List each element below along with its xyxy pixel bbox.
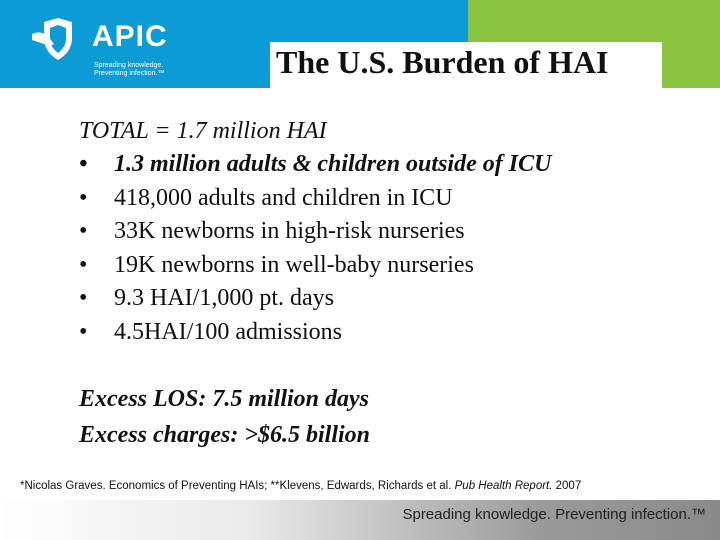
footnote-journal: Pub Health Report. [454,480,553,492]
bullet-text: 33K newborns in high-risk nurseries [114,218,465,245]
bullet-marker: • [79,251,88,278]
bullet-item [79,282,679,316]
apic-logo [30,14,220,84]
footer-slogan: Spreading knowledge. Preventing infection.™ [402,506,706,523]
bullet-text: 19K newborns in well-baby nurseries [114,251,474,278]
bullet-item [79,215,679,249]
bullet-marker: • [79,318,88,345]
bullet-text: 1.3 million adults & children outside of ICU [114,151,552,177]
excess-los: Excess LOS: 7.5 million days [79,386,370,412]
bullet-item [79,148,679,182]
bullet-item [79,182,679,216]
bullet-marker: • [79,184,88,211]
footnote-year: 2007 [552,480,582,492]
logo-tagline [94,62,164,78]
bullet-text: 418,000 adults and children in ICU [114,184,453,211]
shield-hand-icon [30,14,86,64]
logo-wordmark: APIC [92,20,168,53]
content-block [79,114,679,350]
bullet-text: 4.5HAI/100 admissions [114,318,342,345]
excess-charges: Excess charges: >$6.5 billion [79,422,371,448]
bullet-marker: • [79,285,88,312]
logo-tagline-line-2: Preventing infection.™ [94,70,165,77]
bullet-item [79,316,679,350]
bullet-text: 9.3 HAI/1,000 pt. days [114,285,334,312]
excess-block [79,381,370,453]
bullet-marker: • [79,218,88,245]
bullet-item [79,249,679,283]
slide-title: The U.S. Burden of HAI [276,44,609,80]
bullet-list [79,148,679,350]
total-line: TOTAL = 1.7 million HAI [79,118,327,144]
logo-tagline-line-1: Spreading knowledge. [94,62,164,69]
bullet-marker: • [79,151,88,177]
footer-bar [0,500,720,540]
citation-footnote [20,480,581,492]
footnote-authors: *Nicolas Graves. Economics of Preventing HAIs; **Klevens, Edwards, Richards et al. [20,480,455,492]
